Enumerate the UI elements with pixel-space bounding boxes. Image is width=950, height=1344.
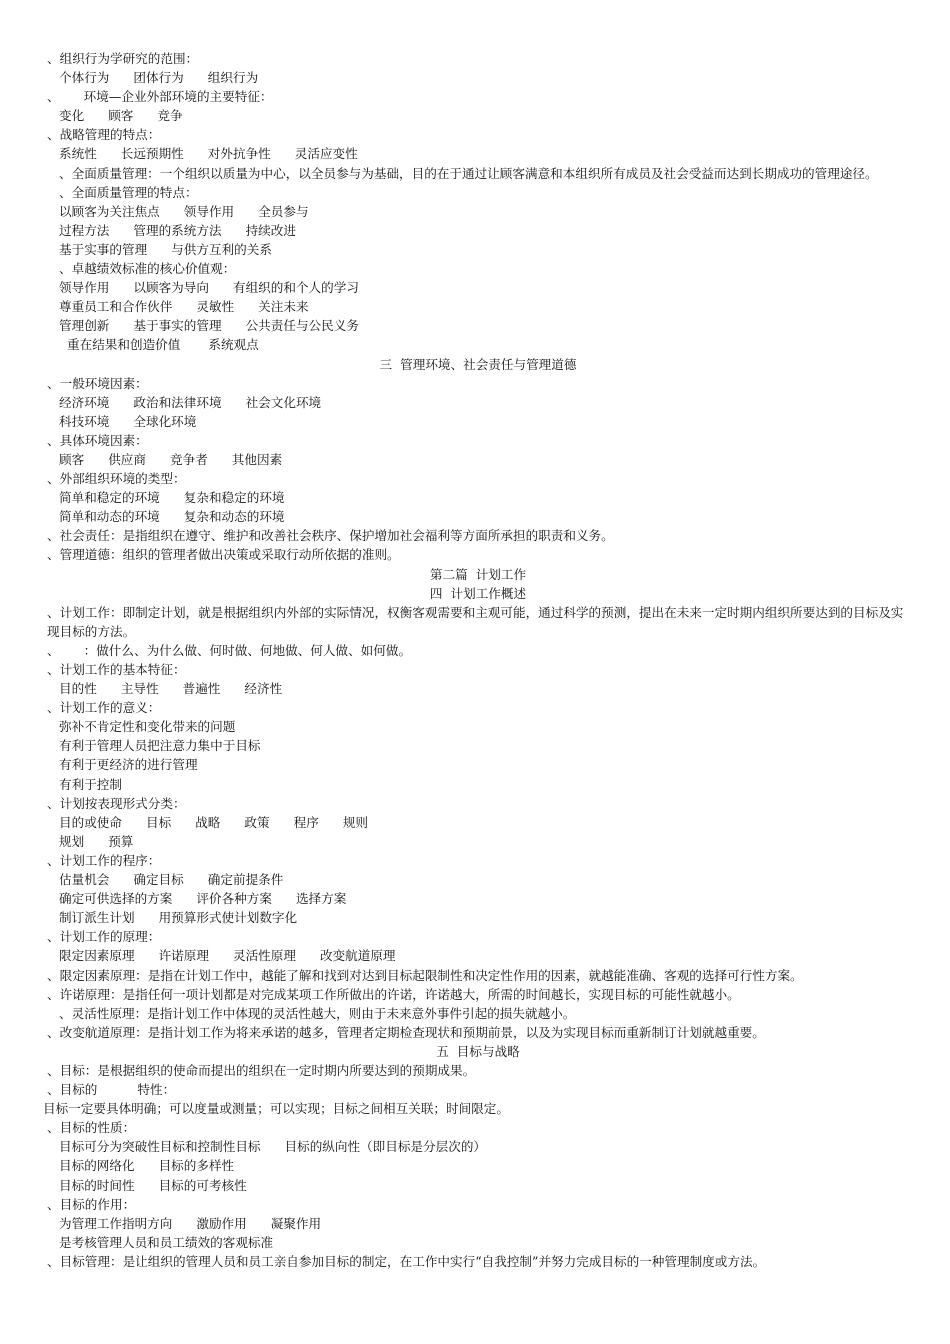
text-line: 制订派生计划 用预算形式使计划数字化 [59,910,298,926]
text-line: 以顾客为关注焦点 领导作用 全员参与 [59,203,309,219]
text-line: 目标的时间性 目标的可考核性 [59,1177,247,1193]
text-line: 为管理工作指明方向 激励作用 凝聚作用 [59,1215,322,1231]
text-line: 有利于更经济的进行管理 [59,757,198,773]
text-line: 限定因素原理 许诺原理 灵活性原理 改变航道原理 [59,948,396,964]
text-line: 、全面质量管理的特点： [59,184,198,200]
text-line: 目标的网络化 目标的多样性 [59,1158,235,1174]
text-line: 经济环境 政治和法律环境 社会文化环境 [59,394,322,410]
text-line: 系统性 长远预期性 对外抗争性 灵活应变性 [59,146,358,162]
section-heading: 第二篇 计划工作 [429,566,527,582]
text-line: 、管理道德：组织的管理者做出决策或采取行动所依据的准则。 [47,547,400,563]
text-line: 过程方法 管理的系统方法 持续改进 [59,222,296,238]
text-line: 、战略管理的特点： [47,127,161,143]
text-line: 估量机会 确定目标 确定前提条件 [59,872,284,888]
text-line: 、计划工作的程序： [47,852,161,868]
text-line: 科技环境 全球化环境 [59,413,197,429]
text-line: 确定可供选择的方案 评价各种方案 选择方案 [59,891,347,907]
text-line: 目标一定要具体明确；可以度量或测量；可以实现；目标之间相互关联；时间限定。 [43,1101,509,1117]
text-line: 有利于管理人员把注意力集中于目标 [59,738,261,754]
text-line: 个体行为 团体行为 组织行为 [59,70,259,86]
section-heading: 三 管理环境、社会责任与管理道德 [379,356,577,372]
text-line: 、具体环境因素： [47,432,148,448]
text-line: 、许诺原理：是指任何一项计划都是对完成某项工作所做出的许诺，许诺越大，所需的时间越长，实现目标的可能性就越小。 [47,986,740,1002]
text-line: 规划 预算 [59,833,134,849]
text-line: 、计划工作：即制定计划，就是根据组织内外部的实际情况，权衡客观需要和主观可能，通过科学的预测，提出在未来一定时期内组织所要达到的目标及实现目标的方法。 [47,604,904,639]
section-heading: 五 目标与战略 [436,1043,520,1059]
text-line: 、计划工作的基本特征： [47,662,186,677]
text-line: 变化 顾客 竞争 [59,108,183,124]
text-line: 、目标的作用： [47,1196,136,1212]
text-line: 目的或使命 目标 战略 政策 程序 规则 [59,814,369,830]
text-line: 简单和动态的环境 复杂和动态的环境 [59,509,285,525]
text-line: 、 环境—企业外部环境的主要特征： [47,89,273,105]
text-line: 顾客 供应商 竞争者 其他因素 [59,451,283,467]
text-line: 、社会责任：是指组织在遵守、维护和改善社会秩序、保护增加社会福利等方面所承担的职责和义务。 [47,528,614,544]
text-line: 弥补不肯定性和变化带来的问题 [59,719,236,735]
text-line: 、卓越绩效标准的核心价值观： [59,261,236,277]
text-line: 目的性 主导性 普遍性 经济性 [59,681,283,697]
text-line: 、一般环境因素： [47,375,148,391]
text-line: 领导作用 以顾客为导向 有组织的和个人的学习 [59,280,359,296]
text-line: 、计划工作的意义： [47,700,161,716]
text-line: 、目标：是根据组织的使命而提出的组织在一定时期内所要达到的预期成果。 [47,1062,476,1078]
text-line: 有利于控制 [59,776,122,792]
section-heading: 四 计划工作概述 [429,585,527,601]
text-line: 尊重员工和合作伙伴 灵敏性 关注未来 [59,299,309,315]
text-line: 、目标的性质： [47,1120,136,1136]
text-line: 重在结果和创造价值 系统观点 [67,337,259,353]
text-line: 、目标的 特性： [47,1082,176,1098]
text-line: 、组织行为学研究的范围： [47,51,199,66]
document-page [43,49,909,1271]
text-line: 、全面质量管理：一个组织以质量为中心，以全员参与为基础，目的在于通过让顾客满意和本组织所有成员及社会受益而达到长期成功的管理途径。 [59,165,878,181]
text-line: 、计划工作的原理： [47,929,161,945]
text-line: 是考核管理人员和员工绩效的客观标准 [59,1234,274,1250]
text-line: 、灵活性原理：是指计划工作中体现的灵活性越大，则由于未来意外事件引起的损失就越小。 [59,1005,576,1021]
text-line: 、 ：做什么、为什么做、何时做、何地做、何人做、如何做。 [47,642,412,658]
text-line: 管理创新 基于事实的管理 公共责任与公民义务 [59,318,359,334]
text-line: 目标可分为突破性目标和控制性目标 目标的纵向性（即目标是分层次的） [59,1139,487,1155]
text-line: 、目标管理：是让组织的管理人员和员工亲自参加目标的制定，在工作中实行“自我控制”并努力完成目标的一种管理制度或方法。 [47,1253,766,1269]
text-line: 基于实事的管理 与供方互利的关系 [59,241,272,257]
text-line: 、外部组织环境的类型： [47,471,186,487]
text-line: 、限定因素原理：是指在计划工作中，越能了解和找到对达到目标起限制性和决定性作用的因素，就越能准确、客观的选择可行性方案。 [47,967,803,983]
text-line: 简单和稳定的环境 复杂和稳定的环境 [59,490,285,506]
text-line: 、计划按表现形式分类： [47,795,186,811]
text-line: 、改变航道原理：是指计划工作为将来承诺的越多，管理者定期检查现状和预期前景，以及为实现目标而重新制订计划就越重要。 [47,1024,765,1040]
